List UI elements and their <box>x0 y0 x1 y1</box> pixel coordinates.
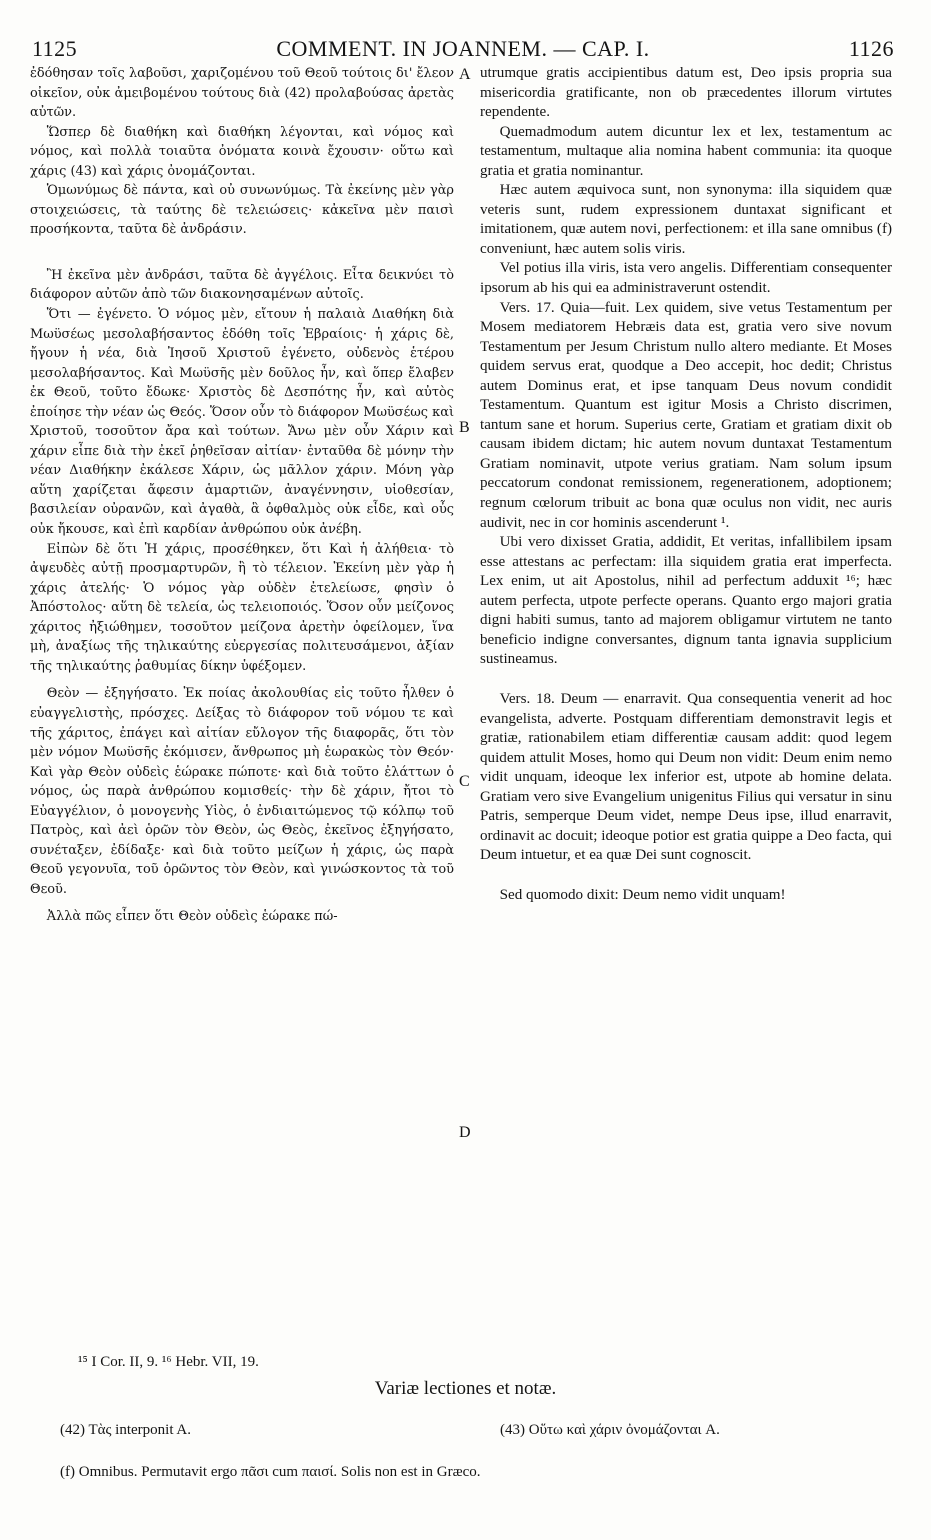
scripture-references: ¹⁵ I Cor. II, 9. ¹⁶ Hebr. VII, 19. <box>78 1354 259 1370</box>
greek-paragraph: Ὁμωνύμως δὲ πάντα, καὶ οὐ συνωνύμως. Τὰ ἐκείνης μὲν γὰρ στοιχειώσεις, τὰ ταύτης δὲ τελειώσεις· κἀκεῖνα μὲν παισὶ προσήκοντα, ταῦτα δὲ ἀνδράσιν. <box>30 183 454 238</box>
variants-heading: Variæ lectiones et notæ. <box>374 1378 557 1399</box>
variant-note-42: (42) Τὰς interponit A. <box>60 1422 192 1438</box>
greek-paragraph: Θεὸν — ἐξηγήσατο. Ἐκ ποίας ἀκολουθίας εἰς τοῦτο ἦλθεν ὁ εὐαγγελιστὴς, πρόσχες. Δείξας τὸ διάφορον τοῦ νόμου τε καὶ τῆς χάριτος, ἐπάγει καὶ αἰτίαν εὔλογον τῆς διαφορᾶς, ὅτι τὸν μὲν νόμον Μωϋσῆς ἐκόμισεν, ἄνθρωπος μὴ ἑωρακὼς τὸν Θεόν· Καὶ γὰρ Θεὸν οὐδεὶς ἑώρακε πώποτε· καὶ διὰ τοῦτο ἐλάττων ὁ νόμος, ὡς παρὰ ἀνθρώπου κομισθείς· τὴν δὲ χάριν, ἤτοι τὸ Εὐαγγέλιον, ὁ μονογενὴς Υἱὸς, ὁ ἐνδιαιτώμενος τῷ κόλπῳ τοῦ Πατρὸς, καὶ ἀεὶ ὁρῶν τὸν Θεὸν, ὡς Θεὸς, ἐκεῖνος ἐξηγήσατο, συνέταξεν, ἐδίδαξε· καὶ διὰ τοῦτο μείζων ἡ χάρις, ὡς παρὰ Θεοῦ γεγονυῖα, τοῦ ὁρῶντος τὸν Θεὸν, καὶ γινώσκοντος τὰ τοῦ Θεοῦ. <box>30 686 454 897</box>
greek-column <box>30 64 454 927</box>
greek-paragraph: Εἰπὼν δὲ ὅτι Ἡ χάρις, προσέθηκεν, ὅτι Καὶ ἡ ἀλήθεια· τὸ ἀψευδὲς αὐτῇ προσμαρτυρῶν, ἢ τὸ τέλειον. Ἐκείνη μὲν γὰρ ἡ χάρις ἀτελής· Ὁ νόμος γὰρ οὐδὲν ἐτελείωσε, φησὶν ὁ Ἀπόστολος· αὕτη δὲ τελεία, ὡς τελειοποιός. Ὅσον οὖν μείζονος χάριτος ἠξιώθημεν, τοσοῦτον μείζονα ἀρετὴν ὀφείλομεν, ἵνα μὴ, ἀναξίως τῆς τηλικαύτης εὐεργεσίας πολιτευσάμενοι, ἀξίαν τῆς τηλικαύτης ῥαθυμίας δίκην ὑφέξομεν. <box>30 541 454 674</box>
latin-paragraph: Vers. 18. Deum — enarravit. Qua consequentia venerit ad hoc evangelista, adverte. Postquam differentiam demonstravit legis et gratiæ, rationabilem etiam differentiæ causam addit: quod legem quidem attulit Moses, homo qui Deum non vidit: Deum enim nemo vidit unquam, ideoque lex inferior est, utpote ab homine delata. Gratiam vero sive Evangelium unigenitus Filius qui versatur in sinu Patris, semperque Deum videt, nempe Deus ipse, illud enarravit, ordinavit ac docuit; ideoque potior est gratia quippe a Deo facta, qui Deum intuetur, et ea quæ Dei sunt cognoscit. <box>480 690 892 864</box>
page-header <box>32 36 894 62</box>
greek-paragraph: Ὥσπερ δὲ διαθήκη καὶ διαθήκη λέγονται, καὶ νόμος καὶ νόμος, καὶ πολλὰ τοιαῦτα ὀνόματα κοινὰ ἔχουσιν· οὕτω καὶ χάρις (43) καὶ χάρις ὀνομάζονται. <box>30 124 454 179</box>
page-number-left: 1125 <box>32 36 78 61</box>
latin-column <box>480 64 892 905</box>
margin-marker-b: B <box>459 419 470 436</box>
greek-paragraph: ἐδόθησαν τοῖς λαβοῦσι, χαριζομένου τοῦ Θεοῦ τούτοις δι' ἔλεον οἰκεῖον, οὐκ ἀμειβομένου τούτους διὰ (42) προλαβούσας ἀρετὰς αὐτῶν. <box>30 66 454 121</box>
latin-paragraph: Hæc autem æquivoca sunt, non synonyma: illa siquidem quæ veteris sunt, rudem expressionem duntaxat significant et imitationem, quæ autem novi, perfectionem: et illa sane omnibus (f) conveniunt, hæc autem solis viris. <box>480 182 892 257</box>
running-title: COMMENT. IN JOANNEM. — CAP. I. <box>276 36 650 61</box>
margin-marker-c: C <box>459 773 470 790</box>
greek-paragraph: Ἀλλὰ πῶς εἶπεν ὅτι Θεὸν οὐδεὶς ἑώρακε πώ- <box>46 909 338 925</box>
margin-marker-d: D <box>459 1124 471 1141</box>
latin-paragraph: utrumque gratis accipientibus datum est, Deo ipsis propria sua misericordia gratificante, non ob præcedentes illorum virtutes rependente. <box>480 65 892 121</box>
variant-note-43: (43) Οὕτω καὶ χάριν ὀνομάζονται A. <box>500 1422 720 1438</box>
greek-paragraph: Ὅτι — ἐγένετο. Ὁ νόμος μὲν, εἴτουν ἡ παλαιὰ Διαθήκη διὰ Μωϋσέως μεσολαβήσαντος ἐδόθη τοῖς Ἑβραίοις· ἡ χάρις δὲ, ἤγουν ἡ νέα, διὰ Ἰησοῦ Χριστοῦ ἐγένετο, οὐδενὸς ἑτέρου μεσολαβήσαντος. Καὶ Μωϋσῆς μὲν δοῦλος ἦν, καὶ ὅπερ ἔλαβεν ἐκ Θεοῦ, τοῦτο ἔδωκε· Χριστὸς δὲ Δεσπότης ἦν, καὶ αὐτὸς ἐποίησε τὴν νέαν ὡς Θεός. Ὅσον οὖν τὸ διάφορον Μωϋσέως καὶ Χριστοῦ, τοσοῦτον ἄρα καὶ τούτων. Ἄνω μὲν οὖν Χάριν καὶ χάριν εἶπε διὰ τὴν ἐκεῖ ῥηθεῖσαν αἰτίαν· ἐνταῦθα δὲ μόνην τὴν νέαν Διαθήκην ἐκάλεσε Χάριν, ὡς μᾶλλον χάριν. Μόνη γὰρ αὕτη χαρίζεται ἄφεσιν ἁμαρτιῶν, ἀναγέννησιν, υἱοθεσίαν, βασιλείαν οὐρανῶν, καὶ ἀγαθὰ, ἃ ὀφθαλμὸς οὐκ εἶδε, καὶ οὖς οὐκ ἤκουσε, καὶ ἐπὶ καρδίαν ἀνθρώπου οὐκ ἀνέβη. <box>30 307 454 538</box>
latin-paragraph: Sed quomodo dixit: Deum nemo vidit unquam! <box>499 886 786 903</box>
margin-marker-a: A <box>459 66 471 83</box>
latin-paragraph: Vel potius illa viris, ista vero angelis. Differentiam consequenter ipsorum ab his qui ea administraverunt ostendit. <box>480 260 892 297</box>
page-number-right: 1126 <box>848 36 894 61</box>
latin-paragraph: Vers. 17. Quia—fuit. Lex quidem, sive vetus Testamentum per Mosem mediatorem Hebræis data est, gratia vero sive novum Testamentum per Jesum Christum nullo altero mediante. Et Moses quidem servus erat, quodque a Deo accepit, hoc dedit; Christus autem Dominus erat, et ipse tanquam Deus novum condidit Testamentum. Quantum est igitur Mosis a Christo discrimen, tantum sane et horum. Superius certe, Gratiam et gratiam dixit ob causam ibidem dictam; hic autem novum duntaxat Testamentum Gratiam nominavit, utpote verius gratiam. Nam solum ipsum peccatorum condonat remissionem, regenerationem, adoptionem; regnum cœlorum tribuit ac bona quæ oculus non vidit, nec auris audivit, nec in cor hominis ascenderunt ¹. <box>480 299 892 531</box>
latin-paragraph: Quemadmodum autem dicuntur lex et lex, testamentum ac testamentum, multaque alia nomina habent communia: ita quoque gratia et gratia nominantur. <box>480 123 892 179</box>
latin-paragraph: Ubi vero dixisset Gratia, addidit, Et veritas, infallibilem ipsam esse attestans ac perfectam: illa siquidem gratia erat imperfecta. Lex enim, ut ait Apostolus, nihil ad perfectum adduxit ¹⁶; hæc autem perfecta, utpote perfecte operans. Quanto ergo majori gratia digni habiti sumus, tanto ad majorem obligamur virtutem ne tanto beneficio indigne conversantes, dignum tanta ignavia supplicium sustineamus. <box>480 534 892 668</box>
variant-note-f: (f) Omnibus. Permutavit ergo πᾶσι cum παισί. Solis non est in Græco. <box>60 1464 481 1480</box>
greek-paragraph: Ἢ ἐκεῖνα μὲν ἀνδράσι, ταῦτα δὲ ἀγγέλοις. Εἶτα δεικνύει τὸ διάφορον αὐτῶν ἀπὸ τῶν διακονησαμένων αὐτοῖς. <box>30 267 454 303</box>
